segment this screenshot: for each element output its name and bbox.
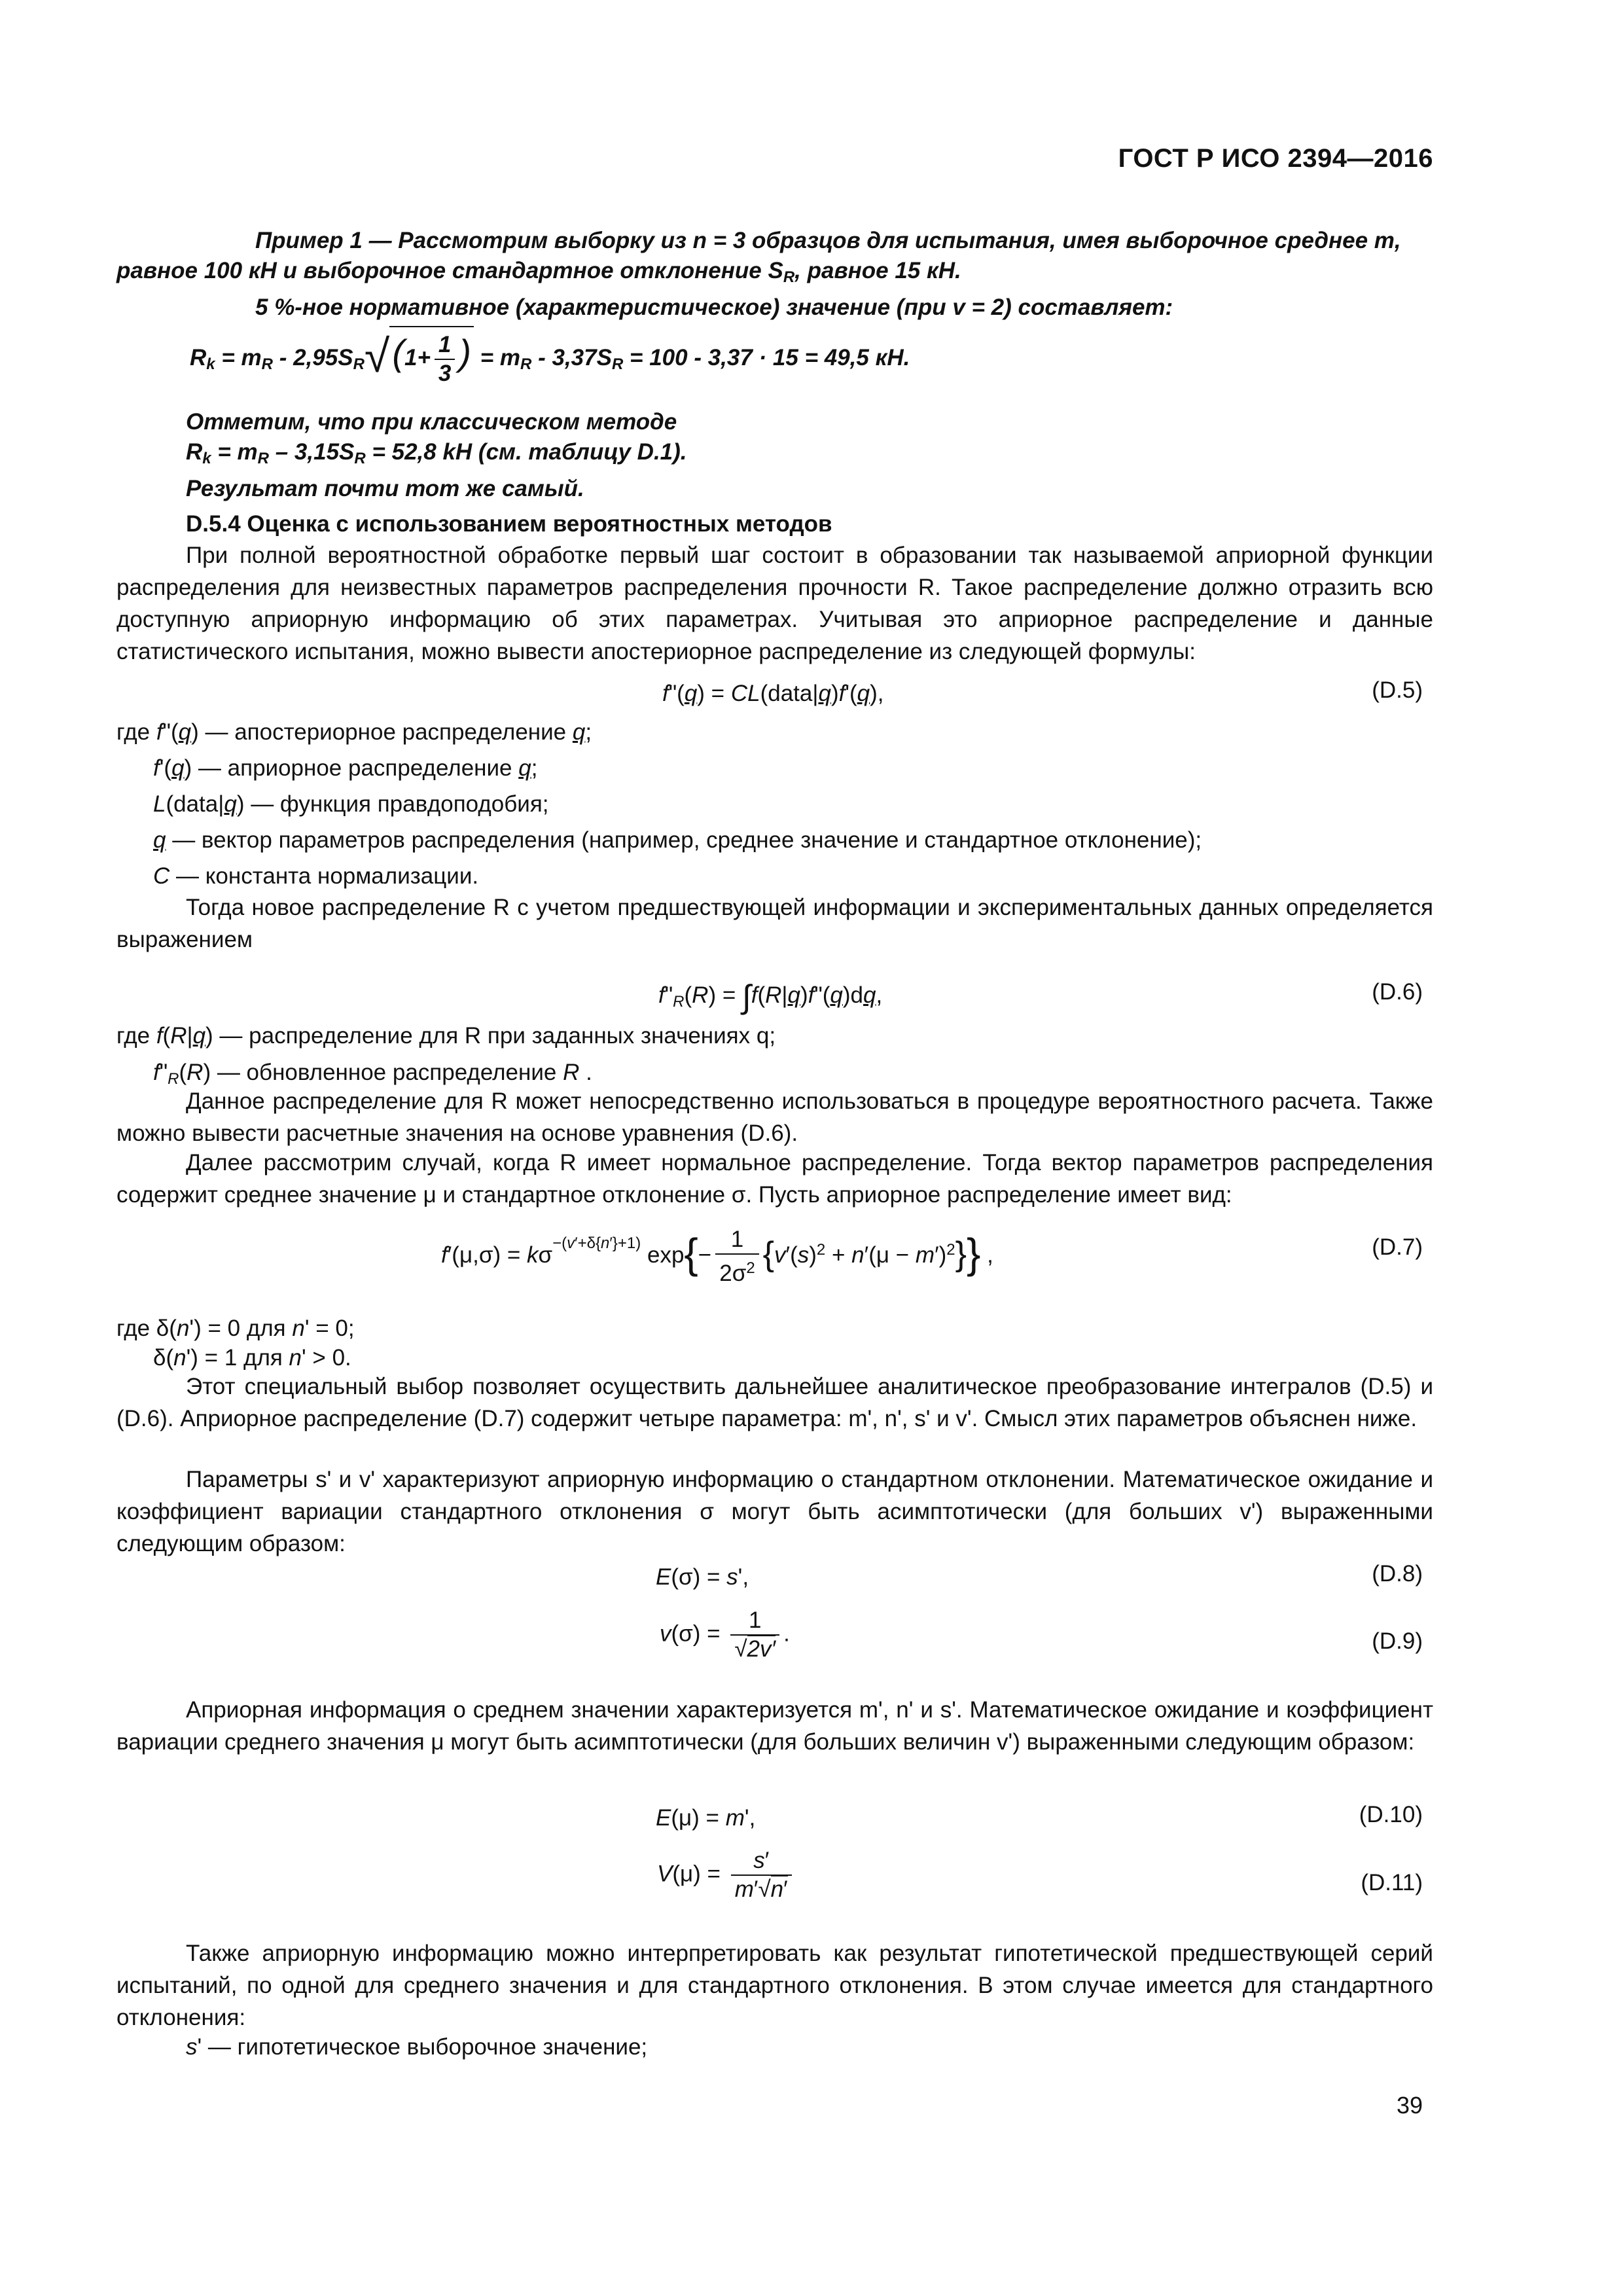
where-line-8: где δ(n') = 0 для n' = 0;	[116, 1316, 355, 1341]
where-line-7: $f"_R(R)$ — обновленное распределение R .	[153, 1060, 592, 1088]
where-line-9: δ(n') = 1 для n' > 0.	[153, 1345, 351, 1371]
page-number: 39	[1396, 2092, 1423, 2119]
where-line-6: где f(R|q) — распределение для R при заданных значениях q;	[116, 1023, 776, 1049]
where-line-1: где f"(q) — апостериорное распределение q;	[116, 719, 592, 745]
equation-number-d10: (D.10)	[1359, 1802, 1423, 1827]
paragraph-7: Априорная информация о среднем значении характеризуется m', n' и s'. Математическое ожидание и коэффициент вариации среднего значения μ могут быть асимптотически (для больших величин v') выраженными следующим образом:	[116, 1697, 1433, 1755]
equation-number-d9: (D.9)	[1372, 1628, 1423, 1654]
paragraph-4: Далее рассмотрим случай, когда R имеет нормальное распределение. Тогда вектор параметров распределения содержит среднее значение μ и стандартное отклонение σ. Пусть априорное распределение имеет вид:	[116, 1150, 1433, 1208]
paragraph-1: При полной вероятностной обработке первый шаг состоит в образовании так называемой априорной функции распределения для неизвестных параметров распределения прочности R. Такое распределение должно отразить всю доступную априорную информацию об этих параметрах. Учитывая это априорное распределение и данные статистического испытания, можно вывести апостериорное распределение из следующей формулы:	[116, 543, 1433, 664]
equation-number-d5: (D.5)	[1372, 677, 1423, 703]
document-page	[116, 0, 1433, 2296]
example-notes	[186, 407, 1503, 504]
where-line-3: L(data|q) — функция правдоподобия;	[153, 791, 549, 817]
document-header: ГОСТ Р ИСО 2394—2016	[1118, 144, 1433, 173]
example-line-1: Пример 1 — Рассмотрим выборку из n = 3 образцов для испытания, имея выборочное среднее m,	[255, 228, 1401, 253]
example-formula: $R_k = m_R - 2,95S_R√(1+$ $\frac{1}{3}$ ) = $m_R - 3,37S_R = 100 - 3,37 \cdot 15 = 49,5$ кН.	[190, 326, 1171, 387]
example-note-2: $R_k = m_R - 3,15S_R = 52,8$ kH (см. таблицу D.1).	[186, 439, 687, 467]
equation-d9: v(σ) = $\frac{1}{√2v'}$ .	[660, 1607, 790, 1662]
equation-number-d7: (D.7)	[1372, 1234, 1423, 1260]
paragraph-5: Этот специальный выбор позволяет осуществить дальнейшее аналитическое преобразование интегралов (D.5) и (D.6). Априорное распределение (D.7) содержит четыре параметра: m', n', s' и v'. Смысл этих параметров объяснен ниже.	[116, 1374, 1433, 1431]
equation-d5: f"(q) = CL(data|q)f'(q),	[662, 681, 884, 706]
equation-d7: $f'(\mu,\sigma) = k\sigma^{-(v'+\delta\{n'\}+1)}$ exp{− $\frac{1}{2\sigma^2}$ $\{v'(s)^2 + n'(\mu - m')^2\}$} ,	[441, 1226, 993, 1286]
equation-d6: $f"_R(R)$ = ∫f(R|q)f"(q)dq,	[658, 978, 883, 1015]
paragraph-2: Тогда новое распределение R с учетом предшествующей информации и экспериментальных данных определяется выражением	[116, 895, 1433, 952]
equation-d11: V(μ) = $\frac{s'}{m'√n'}$	[657, 1847, 1050, 1903]
where-line-5: C — константа нормализации.	[153, 863, 479, 889]
example-line-2: равное 100 кН и выборочное стандартное отклонение $S_R$, равное 15 кН.	[116, 258, 961, 286]
section-title: D.5.4 Оценка с использованием вероятностных методов	[186, 511, 832, 537]
where-line-2: f'(q) — априорное распределение q;	[153, 755, 538, 781]
paragraph-3: Данное распределение для R может непосредственно использоваться в процедуре вероятностного расчета. Также можно вывести расчетные значения на основе уравнения (D.6).	[116, 1088, 1433, 1146]
equation-number-d11: (D.11)	[1361, 1870, 1423, 1895]
equation-d10: E(μ) = m',	[656, 1805, 756, 1831]
equation-d8: E(σ) = s',	[656, 1564, 749, 1590]
paragraph-6: Параметры s' и v' характеризуют априорную информацию о стандартном отклонении. Математическое ожидание и коэффициент вариации стандартного отклонения σ могут быть асимптотически (для больших v') выраженными следующим образом:	[116, 1467, 1433, 1556]
last-line: s' — гипотетическое выборочное значение;	[186, 2034, 648, 2060]
equation-number-d6: (D.6)	[1372, 979, 1423, 1005]
example-note-3: Результат почти тот же самый.	[186, 476, 584, 501]
paragraph-8: Также априорную информацию можно интерпретировать как результат гипотетической предшествующей серий испытаний, по одной для среднего значения и для стандартного отклонения. В этом случае имеется для стандартного отклонения:	[116, 1941, 1433, 2030]
example-line-3: 5 %-ное нормативное (характеристическое) значение (при v = 2) составляет:	[255, 295, 1173, 320]
example-note-1: Отметим, что при классическом методе	[186, 409, 677, 435]
where-line-4: q — вектор параметров распределения (например, среднее значение и стандартное отклонение);	[153, 827, 1202, 853]
equation-number-d8: (D.8)	[1372, 1561, 1423, 1587]
example-block	[116, 226, 1433, 323]
